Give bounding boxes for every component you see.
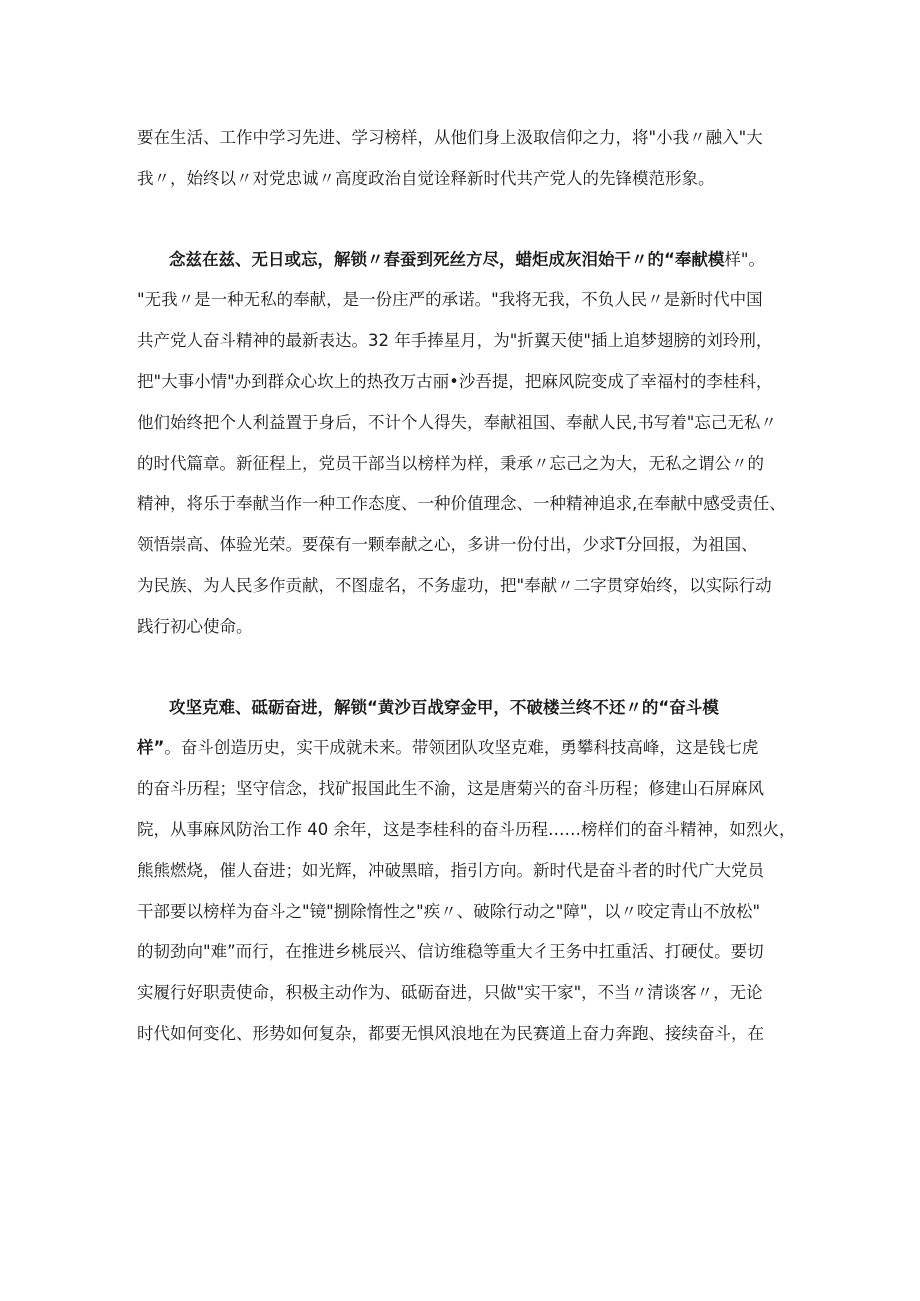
text-line: 共产党人奋斗精神的最新表达。32 年手捧星月，为"折翼天使"插上追梦翅膀的刘玲刑， <box>137 331 773 351</box>
paragraph-lead-tail: 样"。 <box>724 249 765 269</box>
text-line: 领悟崇高、体验光荣。要葆有一颗奉献之心，多讲一份付出，少求T分回报，为祖国、 <box>137 535 758 555</box>
text-line: 实履行好职责使命，积极主动作为、砥砺奋进，只做"实干家"，不当〃清谈客〃，无论 <box>137 983 763 1003</box>
text-line: 的韧劲向"难”而行，在推进乡桃辰兴、信访维稳等重大彳王务中扛重活、打硬仗。要切 <box>137 942 764 962</box>
text-line: 我〃，始终以〃对党忠诚〃高度政治自觉诠释新时代共产党人的先锋模范形象。 <box>137 168 715 188</box>
document-page <box>137 118 797 1055</box>
paragraph-gap <box>137 200 797 240</box>
text-line: 把"大事小情"办到群众心坎上的热孜万古丽•沙吾提，把麻风院变成了幸福村的李桂科， <box>137 371 773 391</box>
text-line: 他们始终把个人利益置于身后，不计个人得失，奉献祖国、奉献人民,书写着"忘己无私〃 <box>137 412 777 432</box>
paragraph-3 <box>137 688 797 1055</box>
paragraph-lead-line <box>137 688 797 729</box>
text-line: 精神，将乐于奉献当作一种工作态度、一种价值理念、一种精神追求,在奉献中感受责任、 <box>137 494 786 514</box>
text-line: "无我〃是一种无私的奉献，是一份庄严的承诺。"我将无我，不负人民〃是新时代中国 <box>137 290 763 310</box>
text-line: 干部要以榜样为奋斗之"镜"捌除惰性之"疾〃、破除行动之"障"，以〃咬定青山不放松" <box>137 901 761 921</box>
paragraph-gap <box>137 648 797 688</box>
text-line: 要在生活、工作中学习先进、学习榜样，从他们身上汲取信仰之力，将"小我〃融入"大 <box>137 128 763 147</box>
text-line: 时代如何变化、形势如何复杂，都要无惧风浪地在为民赛道上奋力奔跑、接续奋斗，在 <box>137 1023 764 1043</box>
paragraph-2 <box>137 240 797 648</box>
paragraph-1 <box>137 118 797 200</box>
text-line: 践行初心使命。 <box>137 616 253 636</box>
text-line: 的奋斗历程；坚守信念，找矿报国此生不渝，这是唐菊兴的奋斗历程；修建山石屏麻风 <box>137 779 764 799</box>
text-line-rest: 。奋斗创造历史，实干成就未来。带领团队攻坚克难，勇攀科技高峰，这是钱七虎 <box>164 738 759 758</box>
paragraph-lead-line <box>137 240 797 281</box>
text-line: 院，从事麻风防治工作 40 余年，这是李桂科的奋斗历程……榜样们的奋斗精神，如烈火， <box>137 819 796 839</box>
paragraph-lead-continued: 样” <box>137 738 165 758</box>
paragraph-lead: 念兹在兹、无日或忘，解锁〃春蚕到死丝方尽，蜡炬成灰泪始干〃的“奉献模 <box>169 249 725 269</box>
text-line <box>137 728 797 769</box>
paragraph-lead: 攻坚克难、砥砺奋进，解锁“黄沙百战穿金甲，不破楼兰终不还〃的“奋斗模 <box>169 697 719 717</box>
text-line: 为民族、为人民多作贡献，不图虚名，不务虚功，把"奉献〃二字贯穿始终，以实际行动 <box>137 575 772 595</box>
text-line: 熊熊燃烧，催人奋进；如光辉，冲破黑暗，指引方向。新时代是奋斗者的时代广大党员 <box>137 860 764 880</box>
text-line: 的时代篇章。新征程上，党员干部当以榜样为样，秉承〃忘己之为大，无私之谓公〃的 <box>137 453 764 473</box>
